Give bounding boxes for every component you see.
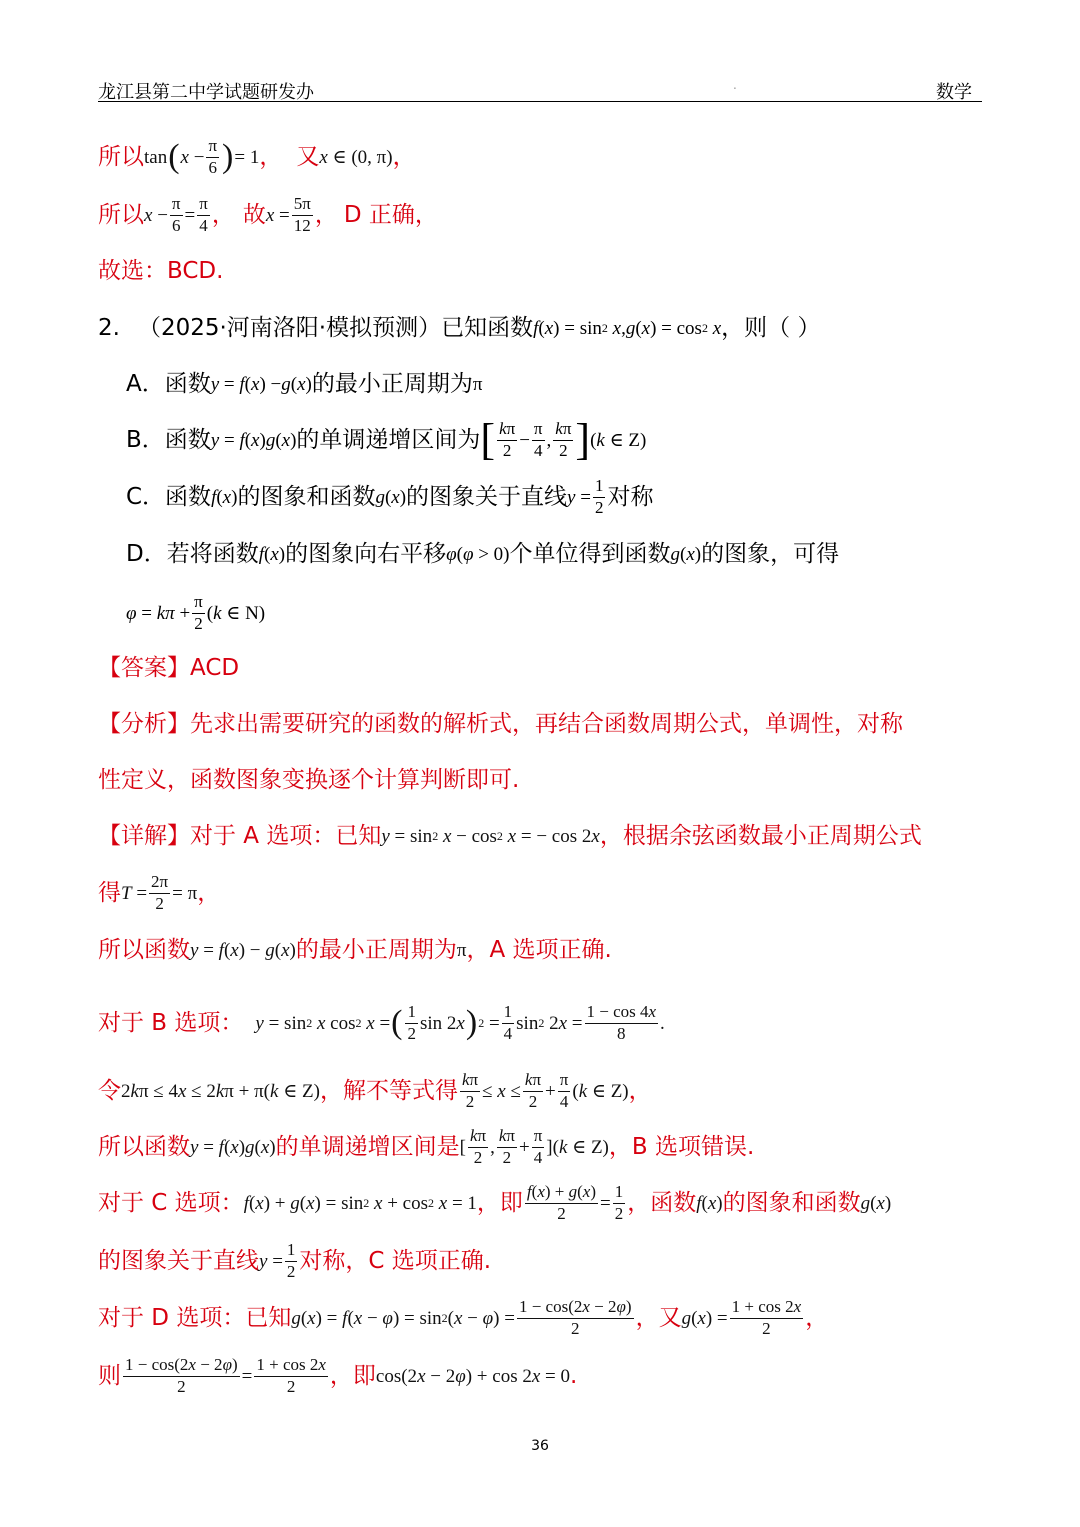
question-number: 2. — [98, 314, 120, 341]
header-school: 龙江县第二中学试题研发办 — [98, 82, 314, 103]
text: 所以函数 — [98, 1133, 190, 1160]
question-2 — [98, 314, 982, 342]
detail-line-2 — [98, 870, 982, 916]
answer: 【答案】ACD — [98, 654, 240, 681]
text: ，解不等式得 — [319, 1077, 458, 1104]
math: [ $\frac{k\pi}{2}$ , $\frac{k\pi}{2}$ + $\frac{\pi}{4}$ ]( k ∈ Z) — [459, 1125, 609, 1167]
math: f ( x ) — [696, 1192, 723, 1214]
text: 的图象和函数 — [237, 483, 376, 510]
text: ，即 — [329, 1362, 376, 1389]
math: π — [456, 939, 467, 961]
text: 的图象关于直线 — [406, 483, 568, 510]
option-d — [126, 540, 982, 568]
text: ， — [805, 1304, 829, 1331]
text: 的图象关于直线 — [98, 1247, 259, 1274]
text: 的单调递增区间为 — [296, 426, 481, 453]
math: y = sin 2 x cos 2 x = ( $\frac{1}{2}$ sin 2 x ) 2 = $\frac{1}{4}$ sin 2 2 x = $\frac{1 - \cos 4x}{8}$ . — [255, 1001, 665, 1043]
text: 对于 D 选项：已知 — [98, 1304, 292, 1331]
math: cos(2 x − 2 φ ) + cos 2 x = 0 — [375, 1365, 571, 1387]
math-eq: x − $\frac{\pi}{6}$ = $\frac{\pi}{4}$ — [144, 193, 208, 235]
b-line-2 — [98, 1068, 982, 1114]
text: 又 — [296, 143, 320, 170]
math: y = $\frac{1}{2}$ — [567, 475, 604, 517]
math: φ ( φ > 0) — [446, 543, 510, 565]
text: ，即 — [476, 1189, 523, 1216]
header-subject: 数学 — [936, 82, 972, 103]
text: ， — [197, 879, 221, 906]
text: 对称，C 选项正确. — [299, 1247, 492, 1274]
text: ， — [259, 143, 283, 170]
math: π — [472, 373, 483, 395]
math: g ( x ) — [860, 1192, 892, 1214]
c-line-2 — [98, 1238, 982, 1284]
math: g ( x ) = $\frac{1 + \cos 2x}{2}$ — [681, 1296, 802, 1338]
math: g ( x ) = f ( x − φ ) = sin 2 ( x − φ ) = $\frac{1 - \cos(2x - 2\varphi)}{2}$ — [291, 1296, 632, 1338]
math: $\frac{f(x) + g(x)}{2}$ = $\frac{1}{2}$ — [526, 1181, 624, 1223]
math: g ( x ) — [670, 543, 702, 565]
math: y = $\frac{1}{2}$ — [259, 1239, 296, 1281]
text: 所以 — [98, 201, 144, 228]
header-rule — [98, 101, 982, 102]
detail-line-3 — [98, 936, 982, 964]
question-stem: （2025·河南洛阳·模拟预测）已知函数 — [137, 314, 534, 341]
math: y = f ( x ) − g ( x ) — [190, 939, 296, 961]
text: 的最小正周期为 — [311, 370, 473, 397]
answer-choice: 故选：BCD. — [98, 257, 224, 284]
d-line-2 — [98, 1352, 982, 1400]
math: y = f ( x ) g ( x ) — [210, 429, 297, 451]
text: . — [570, 1362, 578, 1389]
analysis-line-2: 性定义，函数图象变换逐个计算判断即可. — [98, 766, 520, 793]
text: C．函数 — [126, 483, 212, 510]
math-interval: [ $\frac{k\pi}{2}$ − $\frac{\pi}{4}$ , $\frac{k\pi}{2}$ ] ( k ∈ Z) — [480, 415, 647, 464]
math-tan-eq: tan ( x − $\frac{\pi}{6}$ ) = 1 — [144, 135, 260, 177]
text: D．若将函数 — [126, 540, 259, 567]
text: 则 — [98, 1362, 121, 1389]
text: ，则（ ） — [721, 314, 821, 341]
option-a — [126, 370, 982, 398]
math-functions: f ( x ) = sin 2 x , g ( x ) = cos 2 x — [533, 317, 722, 339]
text: ，A 选项正确. — [466, 936, 612, 963]
option-d-cont — [126, 590, 982, 636]
math: y = f ( x ) − g ( x ) — [210, 373, 312, 395]
page-number: 36 — [531, 1438, 549, 1454]
math: f ( x ) — [211, 486, 238, 508]
text: ， — [628, 1077, 652, 1104]
detail-line-1 — [98, 822, 982, 850]
math: T = $\frac{2\pi}{2}$ = π — [121, 871, 198, 913]
text: ，B 选项错误. — [608, 1133, 755, 1160]
text: ， — [211, 201, 235, 228]
math: $\frac{1 - \cos(2x - 2\varphi)}{2}$ = $\frac{1 + \cos 2x}{2}$ — [125, 1354, 326, 1396]
math-x-result: x = $\frac{5\pi}{12}$ — [265, 193, 311, 235]
solution-line-1 — [98, 134, 982, 180]
text: 的图象和函数 — [722, 1189, 861, 1216]
text: 的图象向右平移 — [285, 540, 447, 567]
b-line-3 — [98, 1124, 982, 1170]
text: 故 — [242, 201, 266, 228]
math-x-domain: x ∈ (0, π) — [319, 146, 393, 168]
d-line-1 — [98, 1294, 982, 1342]
text: ， — [314, 201, 338, 228]
math: y = sin 2 x − cos 2 x = − cos 2 x — [381, 825, 600, 847]
text: ， — [392, 143, 416, 170]
math: f ( x ) — [258, 543, 286, 565]
math: g ( x ) — [375, 486, 407, 508]
option-b — [126, 416, 982, 464]
option-c — [126, 474, 982, 520]
text: 对于 C 选项： — [98, 1189, 244, 1216]
text: 令 — [98, 1077, 121, 1104]
math: y = f ( x ) g ( x ) — [190, 1136, 276, 1158]
math: f ( x ) + g ( x ) = sin 2 x + cos 2 x = 1 — [243, 1192, 477, 1214]
math: $\frac{k\pi}{2}$ ≤ x ≤ $\frac{k\pi}{2}$ + $\frac{\pi}{4}$ ( k ∈ Z) — [461, 1069, 629, 1111]
text: 对称 — [607, 483, 654, 510]
header-dot: . — [733, 78, 737, 92]
c-line-1 — [98, 1180, 982, 1226]
text: 的图象，可得 — [701, 540, 840, 567]
text: 的单调递增区间是 — [275, 1133, 460, 1160]
math: 2 k π ≤ 4 x ≤ 2 k π + π( k ∈ Z) — [121, 1080, 320, 1102]
text: 对于 B 选项： — [98, 1009, 244, 1036]
b-line-1 — [98, 998, 982, 1048]
text: 所以函数 — [98, 936, 190, 963]
text: D 正确， — [343, 201, 438, 228]
text: 个单位得到函数 — [509, 540, 671, 567]
text: ，又 — [635, 1304, 682, 1331]
text: 所以 — [98, 143, 144, 170]
text: ，函数 — [627, 1189, 697, 1216]
analysis-line-1: 【分析】先求出需要研究的函数的解析式，再结合函数周期公式，单调性，对称 — [98, 710, 903, 737]
math-phi: φ = kπ + $\frac{\pi}{2}$ ( k ∈ N) — [126, 591, 266, 633]
text: B．函数 — [126, 426, 211, 453]
solution-line-2 — [98, 192, 982, 238]
text: 得 — [98, 879, 121, 906]
text: 的最小正周期为 — [295, 936, 457, 963]
text: A．函数 — [126, 370, 211, 397]
text: ，根据余弦函数最小正周期公式 — [599, 822, 922, 849]
text: 【详解】对于 A 选项：已知 — [98, 822, 382, 849]
